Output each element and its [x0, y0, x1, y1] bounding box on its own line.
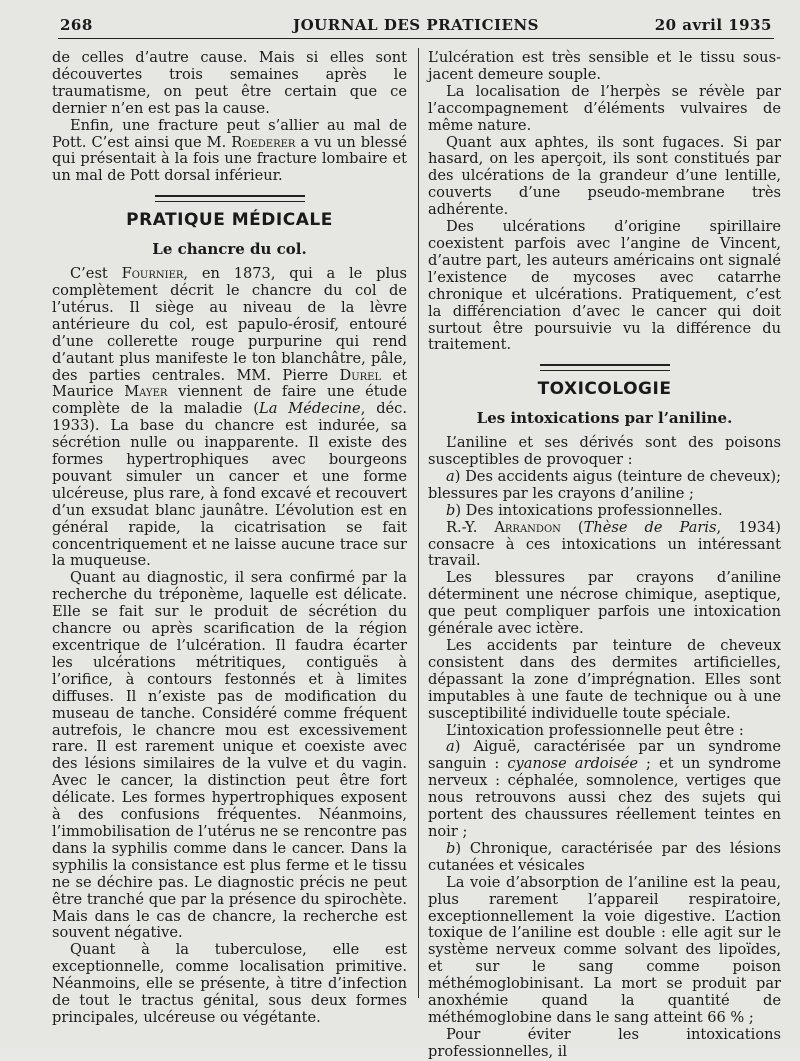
- author-name: Fournier: [121, 265, 184, 283]
- paragraph: Quant à la tuberculose, elle est exceptionnelle, comme localisation primitive. Néanmoins, elle se présente, à titre d’infection de tout le tractus génital, sous deux formes principales, ulcéreuse ou végétante.: [52, 941, 407, 1026]
- left-column: [52, 50, 407, 1027]
- section-separator: [155, 195, 305, 202]
- running-header: [60, 16, 772, 38]
- paragraph: C’est Fournier, en 1873, qui a le plus complètement décrit le chancre du col de l’utérus. Il siège au niveau de la lèvre antérieure du col, est papulo-érosif, entouré d’une collerette rouge purpurine qui rend d’autant plus manifeste le ton blanchâtre, pâle, des parties centrales. MM. Pierre Durel et Maurice Mayer viennent de faire une étude complète de la maladie (La Médecine, déc. 1933). La base du chancre est indurée, sa sécrétion nulle ou inapparente. Il existe des formes hypertrophiques avec bourgeons pouvant simuler un cancer et une forme ulcéreuse, plus rare, à fond excavé et recouvert d’un exsudat blanc jaunâtre. L’évolution est en général rapide, la cicatrisation se fait concentriquement et ne laisse aucune trace sur la muqueuse.: [52, 265, 408, 570]
- paragraph: de celles d’autre cause. Mais si elles sont découvertes trois semaines après le traumatisme, on peut être certain que ce dernier n’en est pas la cause.: [52, 49, 407, 117]
- list-item: b) Chronique, caractérisée par des lésions cutanées et vésicales: [428, 839, 781, 874]
- section-separator: [540, 364, 670, 371]
- paragraph: Quant au diagnostic, il sera confirmé par la recherche du tréponème, laquelle est délicate. Elle se fait sur le produit de sécrétion du chancre ou après scarification de la région excentrique de l’ulcération. Il faudra écarter les ulcérations métritiques, contiguës à l’orifice, à contours festonnés et à limites diffuses. Il n’existe pas de modification du museau de tanche. Considéré comme fréquent autrefois, le chancre mou est excessivement rare. Il est rarement unique et coexiste avec des lésions similaires de la vulve et du vagin. Avec le cancer, la distinction peut être fort délicate. Les formes hypertrophiques exposent à des confusions fréquentes. Néanmoins, l’immobilisation de l’utérus ne se rencontre pas dans la syphilis comme dans le cancer. Dans la syphilis la consistance est plus ferme et le tissu ne se déchire pas. Le diagnostic précis ne peut être tranché que par la présence du spirochète. Mais dans le cas de chancre, la recherche est souvent négative.: [52, 569, 407, 942]
- author-name: Roederer: [231, 133, 296, 151]
- journal-title: JOURNAL DES PRATICIENS: [293, 16, 539, 34]
- paragraph: L’intoxication professionnelle peut être :: [446, 721, 744, 739]
- paragraph: Des ulcérations d’origine spirillaire coexistent parfois avec l’angine de Vincent, d’autre part, les auteurs américains ont signalé l’existence de mycoses avec catarrhe chronique et ulcérations. Pratiquement, c’est la différenciation d’avec le cancer qui doit surtout être poursuivie vu la différence du traitement.: [428, 218, 781, 354]
- issue-date: 20 avril 1935: [654, 16, 772, 34]
- paragraph: La voie d’absorption de l’aniline est la peau, plus rarement l’appareil respiratoire, exceptionnellement la voie digestive. L’action toxique de l’aniline est double : elle agit sur le système nerveux comme solvant des lipoïdes, et sur le sang comme poison méthémoglobinisant. La mort se produit par anoxhémie quand la quantité de méthémoglobine dans le sang atteint 66 % ;: [428, 873, 781, 1026]
- list-item: a) Des accidents aigus (teinture de cheveux); blessures par les crayons d’aniline ;: [428, 467, 781, 502]
- paragraph: Les blessures par crayons d’aniline déterminent une nécrose chimique, aseptique, que peut compliquer parfois une intoxication générale avec ictère.: [428, 569, 781, 638]
- paragraph: L’ulcération est très sensible et le tissu sous-jacent demeure souple.: [428, 49, 781, 83]
- citation: La Médecine: [259, 400, 361, 418]
- paragraph: Quant aux aphtes, ils sont fugaces. Si par hasard, on les aperçoit, ils sont constitués par des ulcérations de la grandeur d’une lentille, couverts d’une pseudo-membrane très adhérente.: [428, 133, 781, 219]
- paragraph: Les accidents par teinture de cheveux consistent dans des dermites artificielles, dépassant la zone d’imprégnation. Elles sont imputables à une faute de technique ou à une susceptibilité individuelle toute spéciale.: [428, 637, 781, 722]
- section-title: TOXICOLOGIE: [537, 379, 672, 400]
- paragraph: La localisation de l’herpès se révèle par l’accompagnement d’éléments vulvaires de même nature.: [428, 82, 781, 134]
- list-item: a) Aiguë, caractérisée par un syndrome sanguin : cyanose ardoisée ; et un syndrome nerveux : céphalée, somnolence, vertiges que nous retrouvons aussi chez des sujets qui portent des chaussures réellement teintes en noir ;: [428, 738, 782, 840]
- column-divider: [418, 48, 419, 998]
- article-title: Le chancre du col.: [152, 240, 307, 259]
- author-name: Mayer: [124, 383, 168, 401]
- right-column: [428, 50, 781, 1061]
- list-item: b) Des intoxications professionnelles.: [446, 501, 723, 519]
- paragraph: Enfin, une fracture peut s’allier au mal de Pott. C’est ainsi que M. Roederer a vu un blessé qui présentait à la fois une fracture lombaire et un mal de Pott dorsal inférieur.: [52, 116, 408, 185]
- paragraph: R.-Y. Arrandon (Thèse de Paris, 1934) consacre à ces intoxications un intéressant travail.: [428, 518, 781, 570]
- author-name: Durel: [339, 366, 382, 384]
- citation: cyanose ardoisée: [507, 755, 639, 773]
- header-rule: [58, 38, 774, 39]
- citation: Thèse de Paris: [583, 518, 717, 536]
- paragraph: L’aniline et ses dérivés sont des poisons susceptibles de provoquer :: [428, 434, 781, 469]
- page-number: 268: [60, 16, 93, 34]
- article-title: Les intoxications par l’aniline.: [476, 409, 733, 428]
- paragraph: Pour éviter les intoxications professionnelles, il: [428, 1025, 781, 1060]
- section-title: PRATIQUE MÉDICALE: [126, 210, 333, 231]
- author-name: R.-Y. Arrandon: [446, 518, 561, 536]
